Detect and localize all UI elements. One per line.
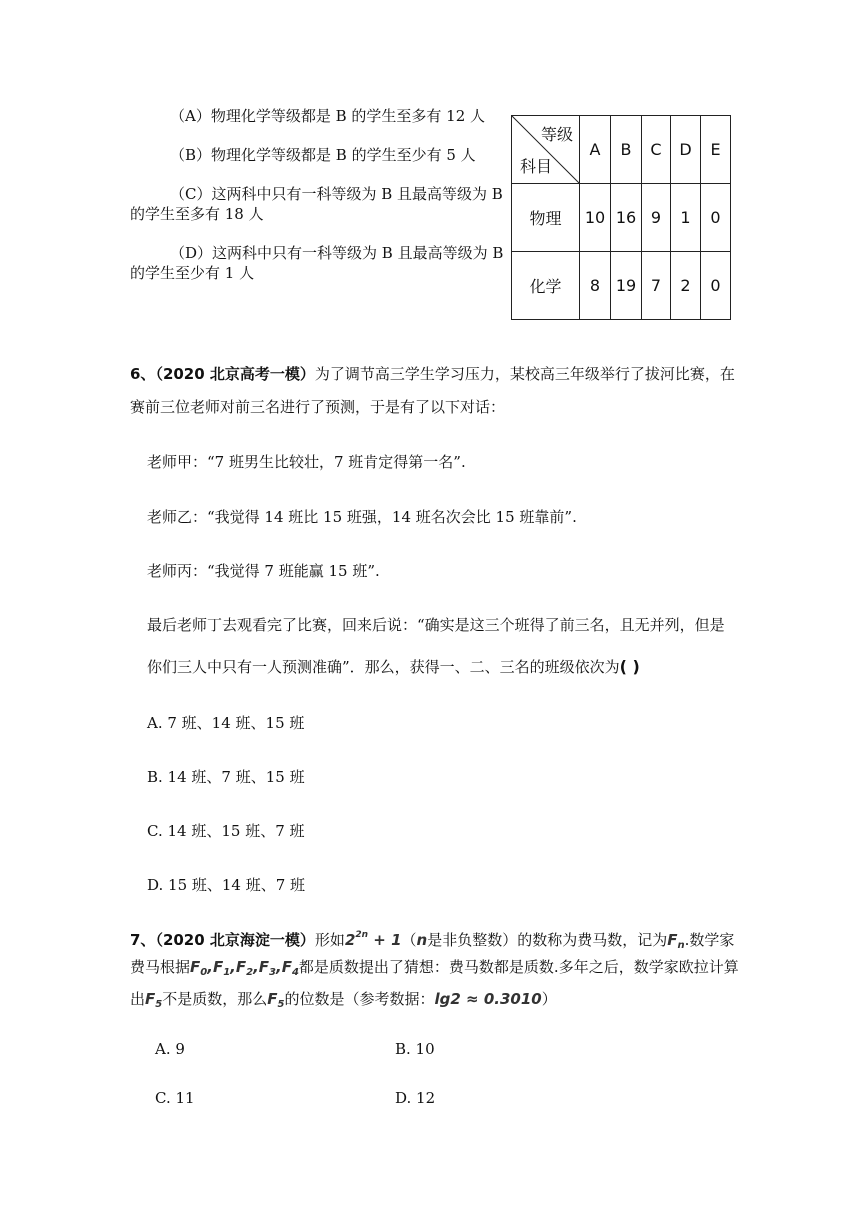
q5-option-a: （A）物理化学等级都是 B 的学生至多有 12 人 — [170, 107, 486, 125]
grade-header: B — [611, 116, 642, 184]
q7-text: 不是质数，那么 — [162, 990, 268, 1008]
grade-header: C — [642, 116, 671, 184]
value-cell: 1 — [671, 184, 701, 252]
table-row — [512, 184, 731, 252]
q7-option-d: D. 12 — [395, 1089, 436, 1107]
grade-header: E — [701, 116, 731, 184]
q6-option-b: B. 14 班、7 班、15 班 — [147, 768, 305, 786]
value-cell: 2 — [671, 252, 701, 320]
value-cell: 7 — [642, 252, 671, 320]
q6-option-d: D. 15 班、14 班、7 班 — [147, 876, 306, 894]
q7-text: ） — [541, 990, 557, 1008]
subject-cell: 物理 — [512, 184, 580, 252]
fermat-formula: $2^{2n} + 1$ — [344, 930, 402, 949]
var-n: n — [416, 931, 428, 949]
q6-teacher-c: 老师丙：“我觉得 7 班能赢 15 班”. — [147, 562, 380, 580]
q6-result-text: 你们三人中只有一人预测准确”．那么，获得一、二、三名的班级依次为 — [147, 658, 620, 676]
F-5: $F_5$ — [267, 990, 285, 1010]
q7-text: 的位数是（参考数据： — [284, 990, 435, 1008]
q6-result-line1: 最后老师丁去观看完了比赛，回来后说：“确实是这三个班得了前三名，且无并列，但是 — [147, 616, 725, 634]
q7-number: 7、 — [130, 931, 156, 949]
corner-label-subject: 科目 — [520, 157, 553, 176]
q7-text: 都是质数提出了猜想：费马数都是质数.多年之后，数学家欧拉计算 — [298, 958, 739, 976]
value-cell: 0 — [701, 184, 731, 252]
q6-option-c: C. 14 班、15 班、7 班 — [147, 822, 305, 840]
q6-stem-line2: 赛前三位老师对前三名进行了预测，于是有了以下对话： — [130, 398, 506, 416]
grade-header: D — [671, 116, 701, 184]
grade-table — [511, 115, 731, 320]
q7-text: 费马根据 — [130, 958, 191, 976]
q5-option-c-line2: 的学生至多有 18 人 — [130, 205, 264, 223]
q5-option-d-line2: 的学生至少有 1 人 — [130, 264, 255, 282]
value-cell: 16 — [611, 184, 642, 252]
q6-stem-text: 为了调节高三学生学习压力，某校高三年级举行了拔河比赛，在 — [314, 365, 735, 383]
value-cell: 8 — [580, 252, 611, 320]
q6-teacher-b: 老师乙：“我觉得 14 班比 15 班强，14 班名次会比 15 班靠前”. — [147, 508, 577, 526]
subject-cell: 化学 — [512, 252, 580, 320]
q6-teacher-a: 老师甲：“7 班男生比较壮，7 班肯定得第一名”. — [147, 453, 466, 471]
table-row — [512, 252, 731, 320]
q7-text: 形如 — [314, 931, 345, 949]
q7-text: .数学家 — [684, 931, 735, 949]
q5-option-d-line1: （D）这两科中只有一科等级为 B 且最高等级为 B — [170, 244, 504, 262]
value-cell: 9 — [642, 184, 671, 252]
q6-number: 6、 — [130, 365, 156, 383]
F-n: $F_n$ — [667, 931, 685, 951]
q7-source: （2020 北京海淀一模） — [155, 931, 315, 949]
q5-option-b: （B）物理化学等级都是 B 的学生至少有 5 人 — [170, 146, 476, 164]
q5-option-c-line1: （C）这两科中只有一科等级为 B 且最高等级为 B — [170, 185, 503, 203]
answer-bracket: ( ) — [619, 657, 640, 676]
q6-option-a: A. 7 班、14 班、15 班 — [147, 714, 305, 732]
value-cell: 10 — [580, 184, 611, 252]
F-5: $F_5$ — [145, 990, 163, 1010]
q7-option-c: C. 11 — [155, 1089, 195, 1107]
q6-result-line2 — [147, 657, 640, 677]
lg2-reference: lg2 ≈ 0.3010 — [434, 990, 542, 1008]
q6-source: （2020 北京高考一模） — [155, 365, 315, 383]
value-cell: 19 — [611, 252, 642, 320]
F-list: $F_0,F_1,F_2,F_3,F_4$ — [190, 958, 299, 978]
q7-line3 — [130, 989, 557, 1015]
corner-label-grade: 等级 — [540, 125, 573, 144]
q7-option-b: B. 10 — [395, 1040, 435, 1058]
q7-text: 出 — [130, 990, 146, 1008]
q7-line1 — [130, 925, 734, 956]
q7-option-a: A. 9 — [155, 1040, 185, 1058]
value-cell: 0 — [701, 252, 731, 320]
q7-line2 — [130, 957, 739, 983]
q7-text: （ — [401, 931, 417, 949]
q6-stem-line1 — [130, 364, 735, 384]
q7-text: 是非负整数）的数称为费马数，记为 — [427, 931, 668, 949]
grade-header: A — [580, 116, 611, 184]
table-corner-cell — [512, 116, 580, 184]
